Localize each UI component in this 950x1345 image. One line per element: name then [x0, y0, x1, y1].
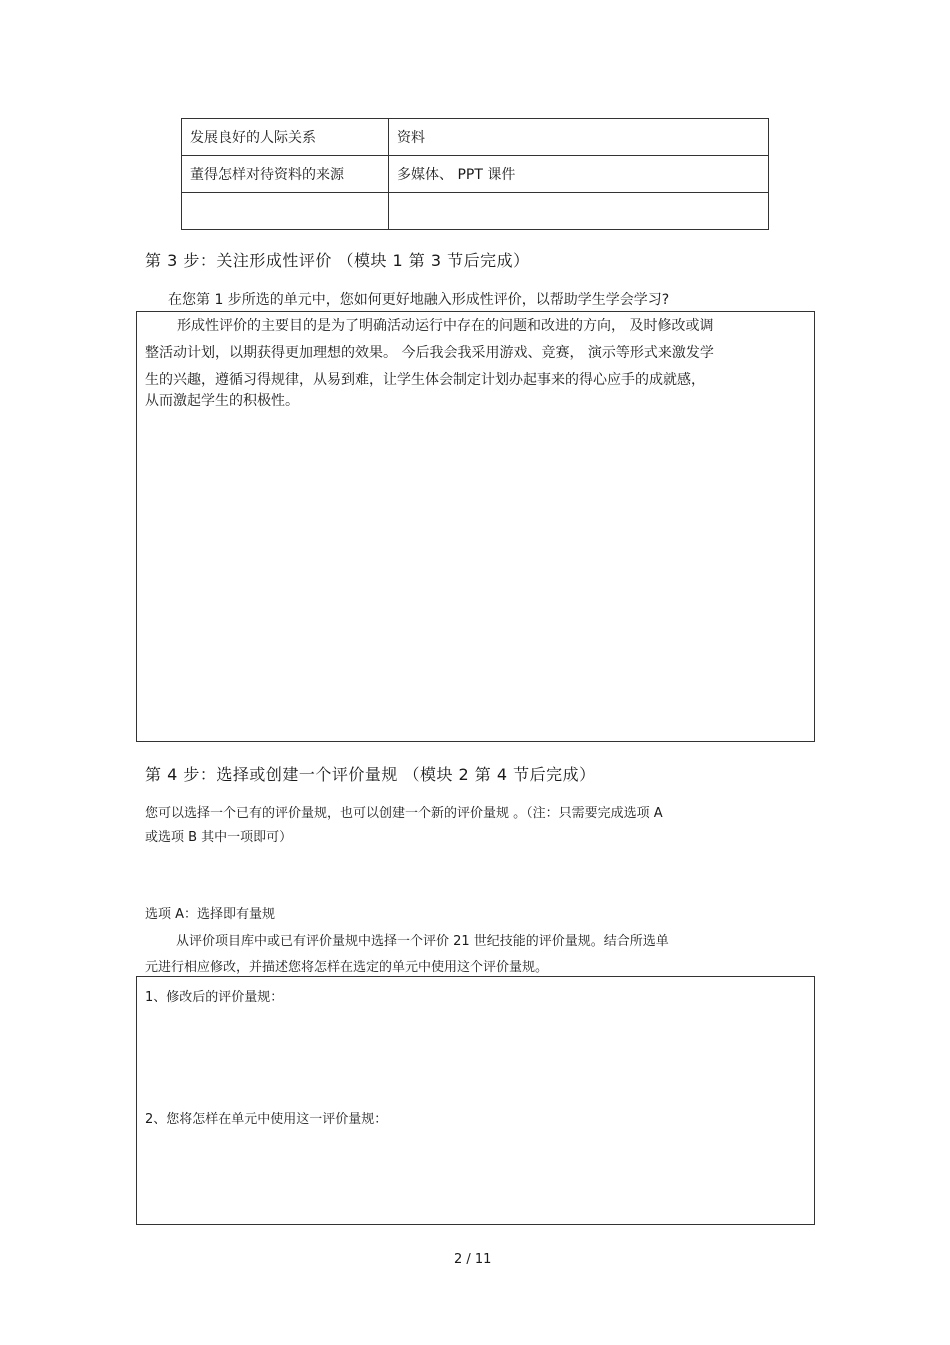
resource-table	[181, 118, 769, 230]
step3-answer-box[interactable]	[136, 311, 815, 742]
answer-line: 整活动计划，以期获得更加理想的效果。 今后我会我采用游戏、竞赛， 演示等形式来激发学	[145, 345, 714, 361]
step4-intro-line: 您可以选择一个已有的评价量规，也可以创建一个新的评价量规 。（注：只需要完成选项 A	[145, 806, 663, 821]
option-a-text: 元进行相应修改，并描述您将怎样在选定的单元中使用这个评价量规。	[145, 960, 549, 975]
page-number: 2 / 11	[454, 1252, 492, 1267]
answer-line: 从而激起学生的积极性。	[145, 393, 299, 409]
table-cell: 董得怎样对待资料的来源	[182, 156, 389, 193]
step4-heading: 第 4 步：选择或创建一个评价量规 （模块 2 第 4 节后完成）	[145, 765, 596, 784]
rubric-item-1: 1、修改后的评价量规：	[145, 990, 284, 1005]
table-cell	[182, 193, 389, 230]
table-cell: 多媒体、 PPT 课件	[389, 156, 769, 193]
table-row	[182, 156, 769, 193]
answer-line: 形成性评价的主要目的是为了明确活动运行中存在的问题和改进的方向， 及时修改或调	[177, 318, 714, 334]
rubric-box[interactable]	[136, 976, 815, 1225]
table-row	[182, 119, 769, 156]
step4-intro-line: 或选项 B 其中一项即可）	[145, 830, 293, 845]
table-cell	[389, 193, 769, 230]
table-cell: 资料	[389, 119, 769, 156]
table-cell: 发展良好的人际关系	[182, 119, 389, 156]
option-a-title: 选项 A：选择即有量规	[145, 907, 276, 922]
rubric-item-2: 2、您将怎样在单元中使用这一评价量规：	[145, 1112, 388, 1127]
answer-line: 生的兴趣，遵循习得规律，从易到难，让学生体会制定计划办起事来的得心应手的成就感，	[145, 372, 705, 388]
step3-question: 在您第 1 步所选的单元中，您如何更好地融入形成性评价，以帮助学生学会学习?	[168, 292, 670, 308]
table-row	[182, 193, 769, 230]
step3-heading: 第 3 步：关注形成性评价 （模块 1 第 3 节后完成）	[145, 251, 530, 270]
option-a-text: 从评价项目库中或已有评价量规中选择一个评价 21 世纪技能的评价量规。结合所选单	[176, 934, 669, 949]
